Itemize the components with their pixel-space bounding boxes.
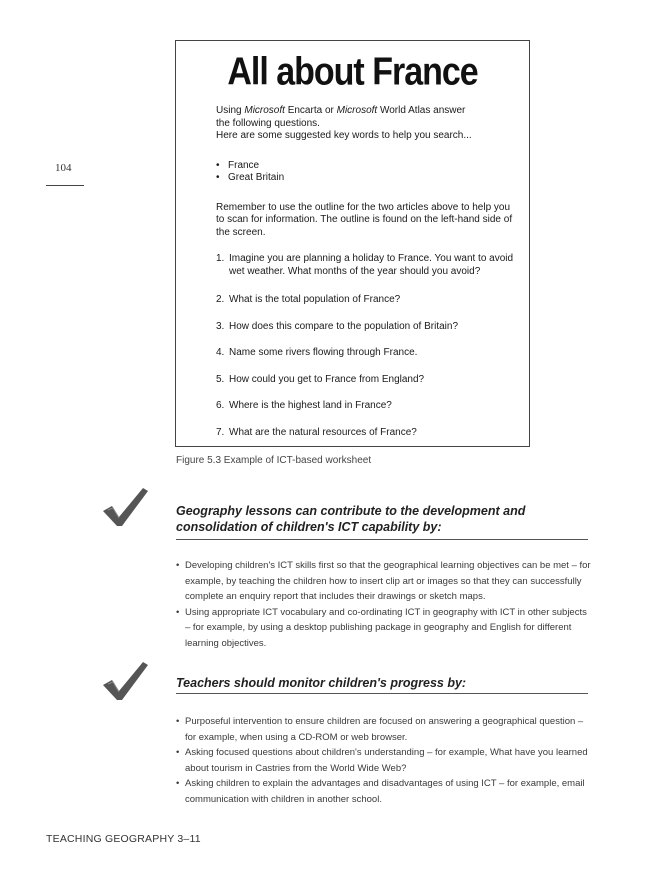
heading-divider xyxy=(176,693,588,694)
question-list xyxy=(216,253,516,439)
worksheet-intro xyxy=(216,105,516,143)
intro-line-3: Here are some suggested key words to help you search... xyxy=(216,130,472,141)
figure-caption: Figure 5.3 Example of ICT-based worksheet xyxy=(176,455,372,466)
monitor-progress-list xyxy=(176,714,591,807)
list-item: • Using appropriate ICT vocabulary and co-ordinating ICT in geography with ICT in other subjects – for example, by using a desktop publishing package in geography and English for different learning objectives. xyxy=(176,605,591,652)
page-number-rule xyxy=(46,185,84,186)
list-item: • Developing children's ICT skills first so that the geographical learning objectives can be met – for example, by teaching the children how to insert clip art or images so that they can successfully complete an enquiry report that includes their drawings or sketch maps. xyxy=(176,558,591,605)
section-heading-monitor-progress: Teachers should monitor children's progress by: xyxy=(176,676,467,690)
heading-divider xyxy=(176,539,588,540)
question-item: 7. What are the natural resources of France? xyxy=(216,426,417,438)
question-item: 3. How does this compare to the population of Britain? xyxy=(216,320,459,332)
intro-line-1: Using Microsoft Encarta or Microsoft World Atlas answer xyxy=(216,105,466,116)
intro-line-2: the following questions. xyxy=(216,117,320,129)
worksheet-title: All about France xyxy=(227,50,478,94)
remember-note: Remember to use the outline for the two articles above to help you to scan for information. The outline is found on the left-hand side of the screen. xyxy=(216,201,513,238)
page-number: 104 xyxy=(55,162,72,174)
keyword-item: • France xyxy=(216,160,516,173)
keyword-list xyxy=(216,160,516,185)
section-heading-ict-capability: Geography lessons can contribute to the development and consolidation of children's ICT capability by: xyxy=(176,504,526,534)
question-item: 6. Where is the highest land in France? xyxy=(216,400,392,411)
keyword-item: • Great Britain xyxy=(216,172,516,185)
list-item: • Asking children to explain the advantages and disadvantages of using ICT – for example, email communication with children in another school. xyxy=(176,776,591,807)
list-item: • Purposeful intervention to ensure children are focused on answering a geographical question – for example, when using a CD-ROM or web browser. xyxy=(176,714,591,745)
list-item: • Asking focused questions about children's understanding – for example, What have you learned about tourism in Castries from the World Wide Web? xyxy=(176,745,591,776)
question-item: 5. How could you get to France from England? xyxy=(216,373,425,385)
worksheet-figure xyxy=(175,40,530,447)
worksheet-body xyxy=(216,105,516,453)
question-item: 2. What is the total population of France? xyxy=(216,294,401,305)
checkmark-icon xyxy=(100,658,150,704)
question-item: 1. Imagine you are planning a holiday to France. You want to avoid wet weather. What months of the year should you avoid? xyxy=(216,253,514,277)
question-item: 4. Name some rivers flowing through France. xyxy=(216,347,418,358)
page-footer: TEACHING GEOGRAPHY 3–11 xyxy=(46,833,201,845)
ict-capability-list xyxy=(176,558,591,651)
checkmark-icon xyxy=(100,484,150,530)
